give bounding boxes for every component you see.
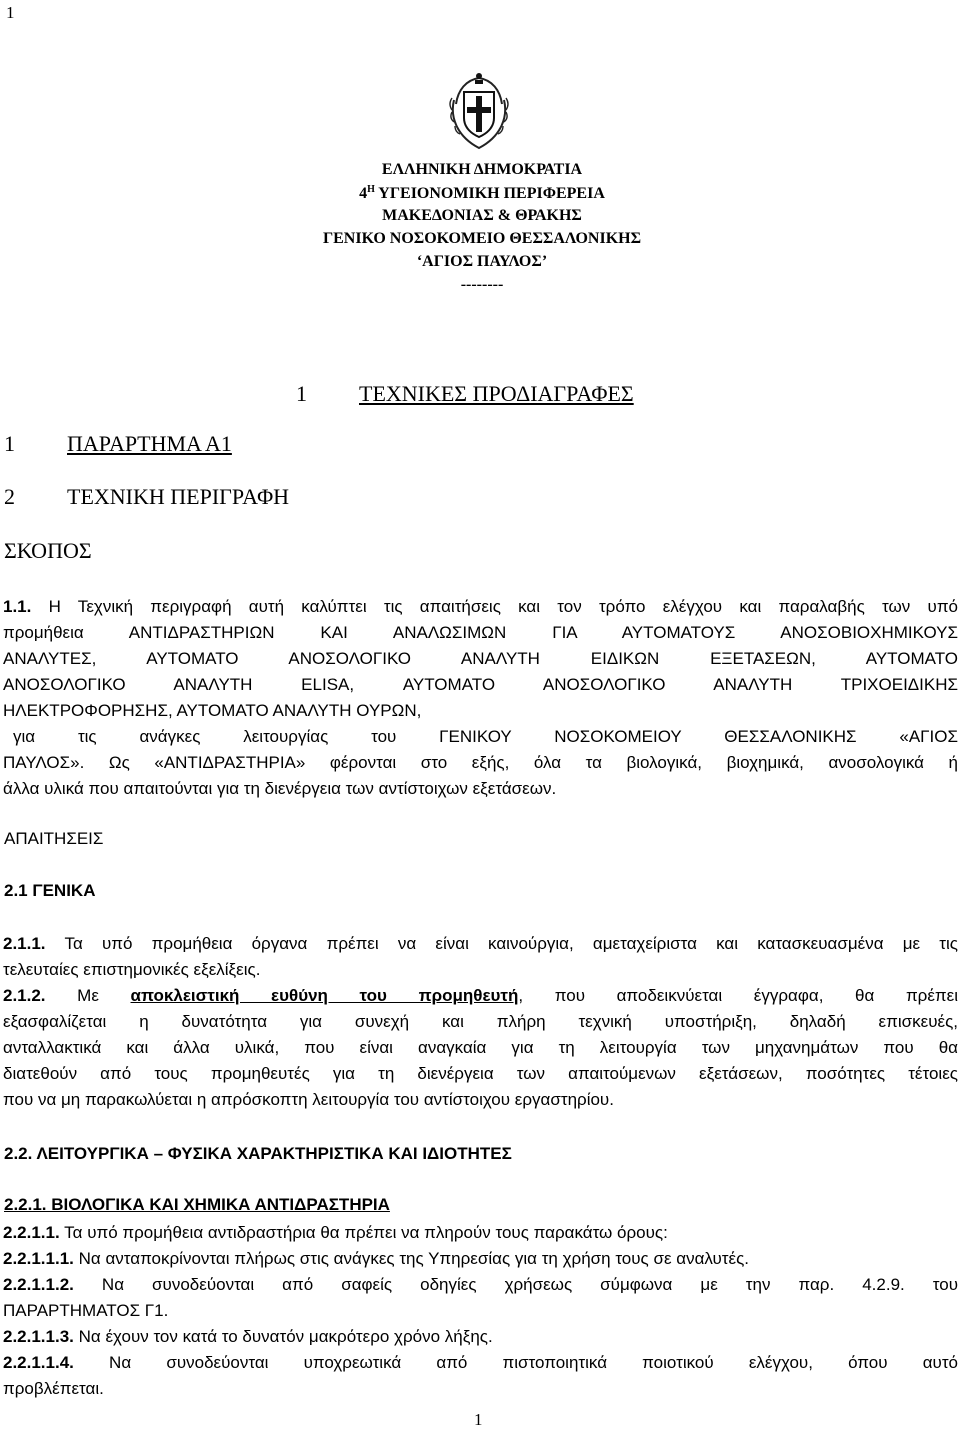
heading-reagents: 2.2.1. ΒΙΟΛΟΓΙΚΑ ΚΑΙ ΧΗΜΙΚΑ ΑΝΤΙΔΡΑΣΤΗΡΙΑ [4, 1195, 390, 1214]
heading-tech-description: 2 ΤΕΧΝΙΚΗ ΠΕΡΙΓΡΑΦΗ [4, 484, 290, 509]
list-item-continuation: ΠΑΡΑΡΤΗΜΑΤΟΣ Γ1. [3, 1301, 169, 1320]
heading-general: 2.1 ΓΕΝΙΚΑ [4, 881, 96, 900]
heading-functional: 2.2. ΛΕΙΤΟΥΡΓΙΚΑ – ΦΥΣΙΚΑ ΧΑΡΑΚΤΗΡΙΣΤΙΚΑ ΚΑΙ ΙΔΙΟΤΗΤΕΣ [4, 1144, 512, 1163]
paragraph-2-1-1: 2.1.1. Τα υπό προμήθεια όργανα πρέπει να είναι καινούργια, αμεταχείριστα και κατασκευασμένα με τις τελευταίες επιστημονικές εξελίξεις. [3, 934, 958, 979]
list-item: 2.2.1.1.3. Να έχουν τον κατά το δυνατόν μακρότερο χρόνο λήξης. [3, 1327, 493, 1346]
heading-requirements: ΑΠΑΙΤΗΣΕΙΣ [4, 829, 104, 848]
header-area: ΜΑΚΕΔΟΝΙΑΣ & ΘΡΑΚΗΣ [382, 207, 582, 224]
list-item: 2.2.1.1.1. Να ανταποκρίνονται πλήρως στις ανάγκες της Υπηρεσίας για τη χρήση τους σε αναλυτές. [3, 1249, 750, 1268]
reagent-requirements-list [3, 1220, 958, 1402]
heading-tech-specs: 1 ΤΕΧΝΙΚΕΣ ΠΡΟΔΙΑΓΡΑΦΕΣ [296, 381, 634, 406]
list-item: 2.2.1.1. Τα υπό προμήθεια αντιδραστήρια θα πρέπει να πληρούν τους παρακάτω όρους: [3, 1223, 668, 1242]
header-country: ΕΛΛΗΝΙΚΗ ΔΗΜΟΚΡΑΤΙΑ [381, 161, 583, 178]
header-region: $4^H$ ΥΓΕΙΟΝΟΜΙΚΗ ΠΕΡΙΦΕΡΕΙΑ [359, 184, 605, 202]
page-number-bottom: 1 [474, 1410, 483, 1429]
heading-annex: 1 ΠΑΡΑΡΤΗΜΑ Α1 [4, 431, 232, 456]
paragraph-2-1-2: 2.1.2. Με αποκλειστική ευθύνη του προμηθευτή, που αποδεικνύεται έγγραφα, θα πρέπει εξασφαλίζεται η δυνατότητα για συνεχή και πλήρη τεχνική υποστήριξη, δηλαδή επισκευές, ανταλλακτικά και άλλα υλικά, που είναι αναγκαία για τη λειτουργία των μηχανημάτων που θα διατεθούν από τους προμηθευτές για τη διενέργεια των απαιτούμενων εξετάσεων, ποσότητες τέτοιες που να μη παρακωλύεται η απρόσκοπτη λειτουργία του αντίστοιχου εργαστηρίου. [3, 986, 959, 1109]
coat-of-arms-icon [446, 70, 512, 152]
scope-paragraph: 1.1. Η Τεχνική περιγραφή αυτή καλύπτει τις απαιτήσεις και τον τρόπο ελέγχου και παραλαβής των υπό προμήθεια ΑΝΤΙΔΡΑΣΤΗΡΙΩΝ ΚΑΙ ΑΝΑΛΩΣΙΜΩΝ ΓΙΑ ΑΥΤΟΜΑΤΟΥΣ ΑΝΟΣΟΒΙΟΧΗΜΙΚΟΥΣ ΑΝΑΛΥΤΕΣ, ΑΥΤΟΜΑΤΟ ΑΝΟΣΟΛΟΓΙΚΟ ΑΝΑΛΥΤΗ ΕΙΔΙΚΩΝ ΕΞΕΤΑΣΕΩΝ, ΑΥΤΟΜΑΤΟ ΑΝΟΣΟΛΟΓΙΚΟ ΑΝΑΛΥΤΗ ELISA, ΑΥΤΟΜΑΤΟ ΑΝΟΣΟΛΟΓΙΚΟ ΑΝΑΛΥΤΗ ΤΡΙΧΟΕΙΔΙΚΗΣ ΗΛΕΚΤΡΟΦΟΡΗΣΗΣ, ΑΥΤΟΜΑΤΟ ΑΝΑΛΥΤΗ ΟΥΡΩΝ, για τις ανάγκες λειτουργίας του ΓΕΝΙΚΟΥ ΝΟΣΟΚΟΜΕΙΟΥ ΘΕΣΣΑΛΟΝΙΚΗΣ «ΑΓΙΟΣ ΠΑΥΛΟΣ». Ως «ΑΝΤΙΔΡΑΣΤΗΡΙΑ» φέρονται στο εξής, όλα τα βιολογικά, βιοχημικά, ανοσολογικά ή άλλα υλικά που απαιτούνται για τη διενέργεια των αντίστοιχων εξετάσεων. [3, 597, 958, 798]
header-separator: -------- [460, 276, 504, 293]
header-hospital: ΓΕΝΙΚΟ ΝΟΣΟΚΟΜΕΙΟ ΘΕΣΣΑΛΟΝΙΚΗΣ [322, 230, 642, 247]
list-item: 2.2.1.1.4. Να συνοδεύονται υποχρεωτικά από πιστοποιητικά ποιοτικού ελέγχου, όπου αυτό [3, 1353, 958, 1372]
list-item: 2.2.1.1.2. Να συνοδεύονται από σαφείς οδηγίες χρήσεως σύμφωνα με την παρ. 4.2.9. του [3, 1275, 958, 1294]
header-hospital-name: ‘ΑΓΙΟΣ ΠΑΥΛΟΣ’ [416, 253, 548, 270]
page-number-top: 1 [6, 3, 15, 22]
list-item-continuation: προβλέπεται. [3, 1379, 104, 1398]
heading-scope: ΣΚΟΠΟΣ [4, 538, 92, 563]
